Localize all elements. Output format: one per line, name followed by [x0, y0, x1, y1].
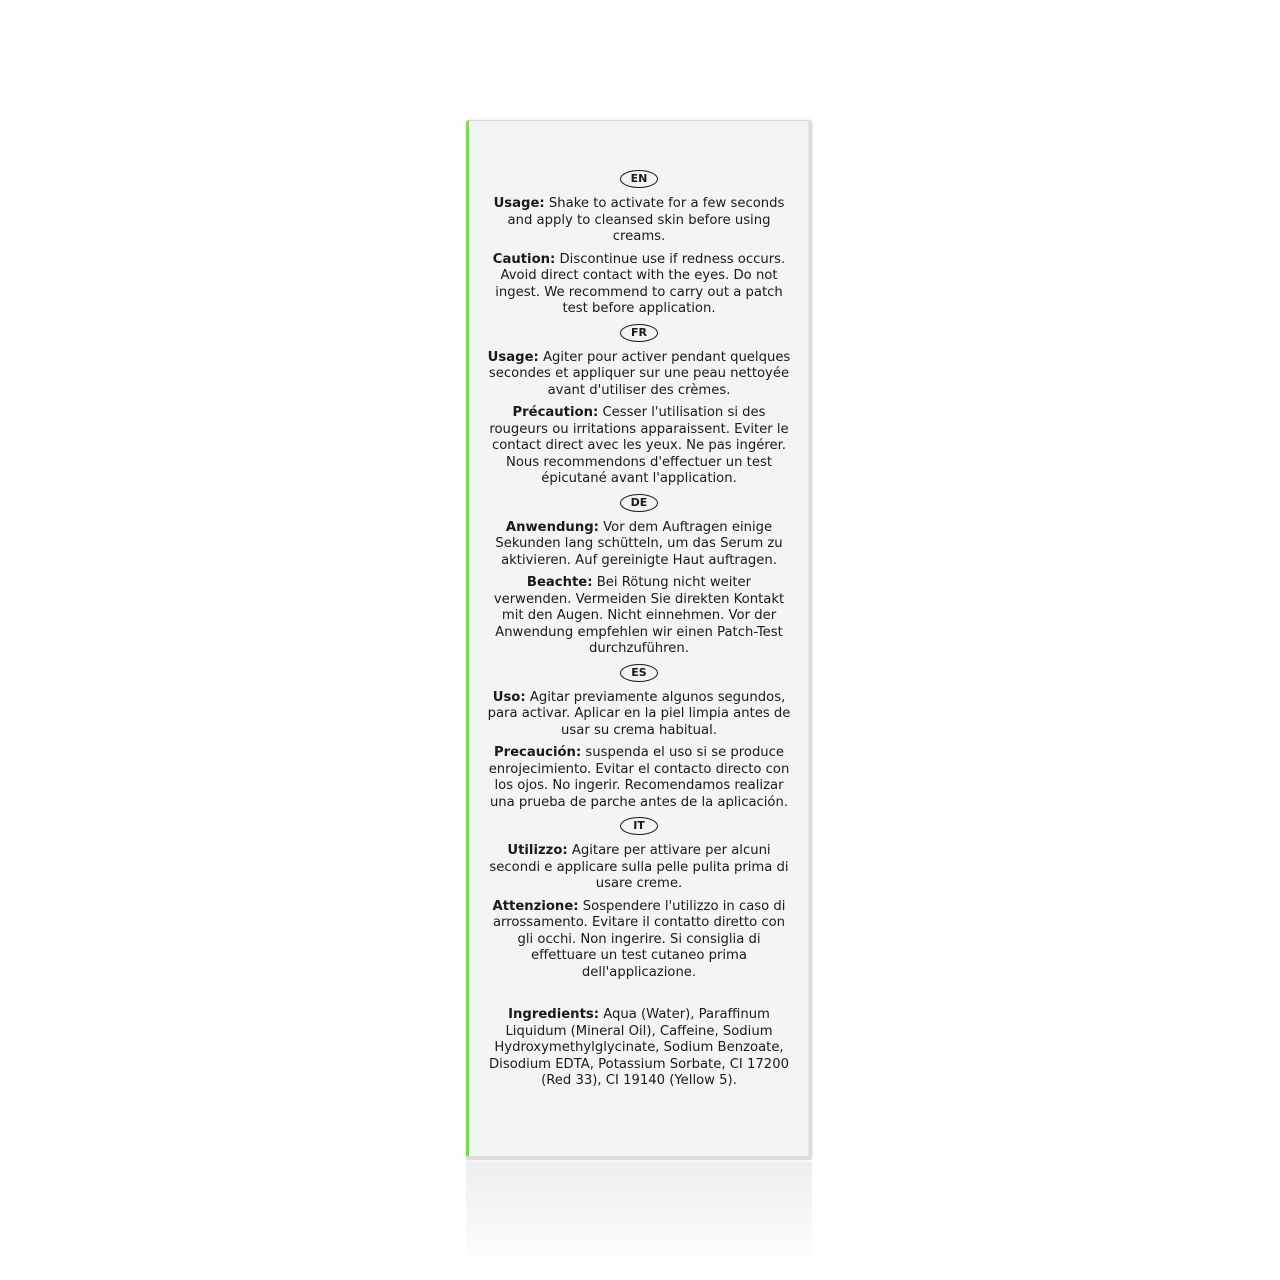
usage-label-fr: Usage: [487, 349, 539, 365]
usage-text-it: Agitare per attivare per alcuni secondi e applicare sulla pelle pulita prima di usare creme. [489, 843, 789, 891]
ingredients-paragraph [486, 1007, 792, 1090]
caution-paragraph-fr [486, 405, 792, 488]
usage-text-de: Vor dem Auftragen einige Sekunden lang schütteln, um das Serum zu aktivieren. Auf gereinigte Haut auftragen. [495, 519, 783, 568]
caution-text-fr: Cesser l'utilisation si des rougeurs ou irritations apparaissent. Eviter le contact direct avec les yeux. Ne pas ingérer. Nous recommendons d'effectuer un test épicutané avant l'application. [489, 405, 789, 486]
usage-label-it: Utilizzo: [507, 843, 568, 858]
ingredients-text: Aqua (Water), Paraffinum Liquidum (Mineral Oil), Caffeine, Sodium Hydroxymethylglycinate, Sodium Benzoate, Disodium EDTA, Potassium Sorbate, CI 17200 (Red 33), CI 19140 (Yellow 5). [489, 1007, 789, 1088]
caution-label-fr: Précaution: [512, 405, 599, 420]
caution-text-it: Sospendere l'utilizzo in caso di arrossamento. Evitare il contatto diretto con gli occhi. Non ingerire. Si consiglia di effettuare un test cutaneo prima dell'applicazione. [492, 898, 786, 980]
caution-label-es: Precaución: [493, 745, 582, 760]
section-de [486, 494, 792, 658]
box-floor-reflection [466, 1162, 812, 1272]
caution-paragraph-es [486, 745, 792, 811]
usage-text-es: Agitar previamente algunos segundos, para activar. Aplicar en la piel limpia antes de usar su crema habitual. [487, 689, 791, 738]
box-right-edge [808, 120, 812, 1160]
section-fr [486, 324, 792, 488]
section-es [486, 664, 792, 812]
usage-label-en: Usage: [493, 196, 545, 211]
caution-text-en: Discontinue use if redness occurs. Avoid direct contact with the eyes. Do not ingest. We recommend to carry out a patch test before application. [495, 251, 786, 316]
language-badge-en: EN [620, 170, 658, 188]
caution-paragraph-de [486, 575, 792, 658]
section-it [486, 817, 792, 981]
ingredients-label: Ingredients: [508, 1007, 599, 1022]
product-box-side-panel [466, 120, 812, 1160]
usage-paragraph-it [486, 843, 792, 893]
caution-paragraph-it [486, 899, 792, 982]
caution-text-de: Bei Rötung nicht weiter verwenden. Vermeiden Sie direkten Kontakt mit den Augen. Nicht einnehmen. Vor der Anwendung empfehlen wir einen Patch-Test durchzuführen. [493, 575, 785, 656]
section-en [486, 170, 792, 318]
caution-label-de: Beachte: [526, 575, 593, 590]
usage-text-en: Shake to activate for a few seconds and apply to cleansed skin before using creams. [507, 196, 785, 244]
language-badge-it: IT [620, 817, 658, 835]
language-badge-de: DE [620, 494, 658, 512]
language-badge-es: ES [620, 664, 658, 682]
caution-label-en: Caution: [492, 251, 556, 267]
caution-label-it: Attenzione: [492, 898, 579, 914]
usage-paragraph-en [486, 196, 792, 246]
caution-text-es: suspenda el uso si se produce enrojecimiento. Evitar el contacto directo con los ojos. No ingerir. Recomendamos realizar una prueba de parche antes de la aplicación. [488, 745, 790, 810]
box-green-edge [466, 120, 469, 1160]
box-bottom-edge [466, 1156, 812, 1160]
usage-label-es: Uso: [492, 689, 526, 705]
usage-label-de: Anwendung: [505, 519, 599, 535]
instructions-text-block [486, 170, 792, 1096]
caution-paragraph-en [486, 252, 792, 318]
usage-text-fr: Agiter pour activer pendant quelques secondes et appliquer sur une peau nettoyée avant d'utiliser des crèmes. [488, 349, 791, 398]
language-badge-fr: FR [620, 324, 658, 342]
usage-paragraph-es [486, 690, 792, 740]
usage-paragraph-de [486, 520, 792, 570]
usage-paragraph-fr [486, 350, 792, 400]
